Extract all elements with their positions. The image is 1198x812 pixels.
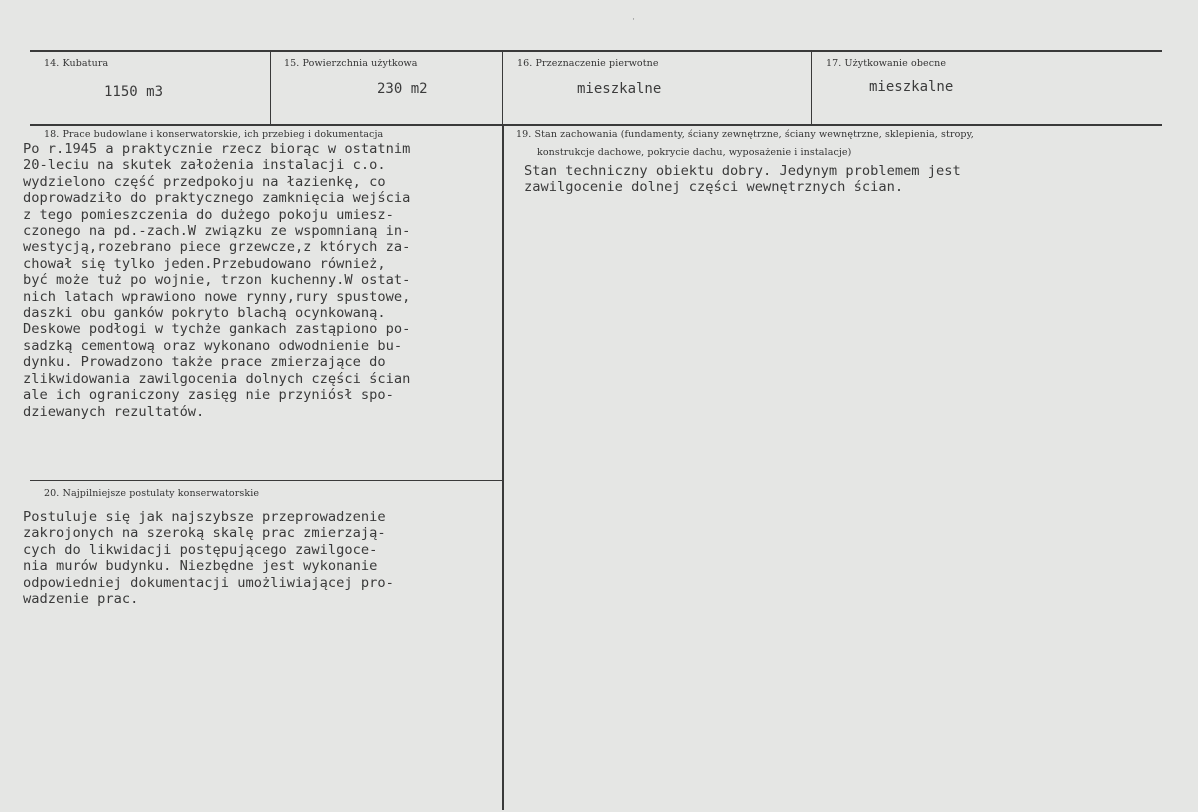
field-14-value: 1150 m3 xyxy=(104,84,164,100)
field-16-value: mieszkalne xyxy=(577,81,662,97)
field-15-label: 15. Powierzchnia użytkowa xyxy=(284,58,418,69)
divider-main xyxy=(502,125,504,810)
section-rule xyxy=(30,480,502,481)
field-18-label: 18. Prace budowlane i konserwatorskie, ich przebieg i dokumentacja xyxy=(44,129,384,140)
field-19-label-line1: 19. Stan zachowania (fundamenty, ściany zewnętrzne, ściany wewnętrzne, sklepienia, stropy, xyxy=(516,129,974,140)
field-18-text: Po r.1945 a praktycznie rzecz biorąc w ostatnim 20-leciu na skutek założenia instalacji c.o. wydzielono część przedpokoju na łazienkę, co doprowadziło do praktycznego zamknięcia wejścia z tego pomieszczenia do dużego pokoju umiesz- czonego na pd.-zach.W związku ze wspomnianą in- westycją,rozebrano piece grzewcze,z których za- chował się tylko jeden.Przebudowano również, być może tuż po wojnie, trzon kuchenny.W ostat- nich latach wprawiono nowe rynny,rury spustowe, daszki obu ganków pokryto blachą ocynkowaną. Deskowe podłogi w tychże gankach zastąpiono po- sadzką cementową oraz wykonano odwodnienie bu- dynku. Prowadzono także prace zmierzające do zlikwidowania zawilgocenia dolnych części ścian ale ich ograniczony zasięg nie przyniósł spo- dziewanych rezultatów. xyxy=(23,141,411,420)
row-rule xyxy=(30,124,1162,126)
top-rule xyxy=(30,50,1162,52)
divider-15-16 xyxy=(502,51,503,124)
field-19-label-line2: konstrukcje dachowe, pokrycie dachu, wyposażenie i instalacje) xyxy=(537,147,852,158)
field-14-label: 14. Kubatura xyxy=(44,58,109,69)
field-19-text: Stan techniczny obiektu dobry. Jedynym problemem jest zawilgocenie dolnej części wewnętrznych ścian. xyxy=(524,163,961,196)
divider-16-17 xyxy=(811,51,812,124)
field-20-text: Postuluje się jak najszybsze przeprowadzenie zakrojonych na szeroką skalę prac zmierzają- cych do likwidacji postępującego zawilgoce- nia murów budynku. Niezbędne jest wykonanie odpowiedniej dokumentacji umożliwiającej pro- wadzenie prac. xyxy=(23,509,394,608)
paper-speck: ˙ xyxy=(631,18,636,29)
field-15-value: 230 m2 xyxy=(377,81,428,97)
field-16-label: 16. Przeznaczenie pierwotne xyxy=(517,58,659,69)
field-17-value: mieszkalne xyxy=(869,79,954,95)
divider-14-15 xyxy=(270,51,271,124)
field-17-label: 17. Użytkowanie obecne xyxy=(826,58,947,69)
field-20-label: 20. Najpilniejsze postulaty konserwatorskie xyxy=(44,488,260,499)
